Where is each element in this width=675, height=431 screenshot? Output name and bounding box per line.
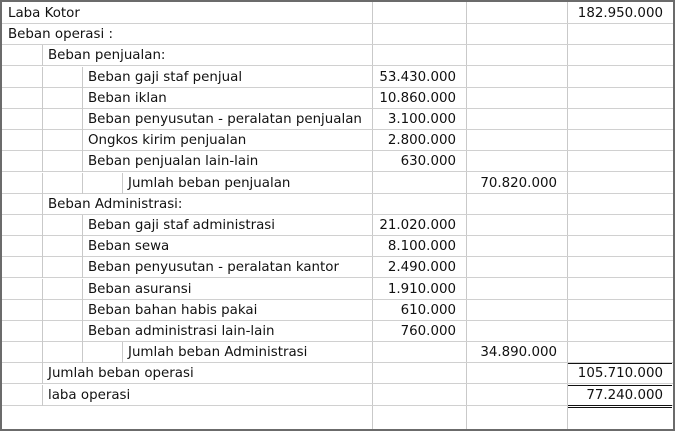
amount-cell-col1: 610.000	[400, 302, 456, 318]
amount-cell-col1: 10.860.000	[379, 90, 456, 106]
statement-row	[2, 363, 673, 384]
amount-cell-col3: 182.950.000	[577, 6, 663, 21]
statement-row	[2, 67, 673, 88]
row-label: Beban bahan habis pakai	[88, 302, 258, 318]
indent-gridline	[42, 88, 43, 109]
indent-gridline	[42, 279, 43, 300]
statement-row	[2, 109, 673, 130]
amount-cell-col1: 760.000	[400, 324, 456, 339]
indent-gridline	[42, 109, 43, 130]
indent-gridline	[42, 321, 43, 342]
indent-gridline	[42, 363, 43, 384]
amount-cell-col3: 77.240.000	[586, 387, 663, 403]
amount-cell-col1: 3.100.000	[387, 112, 456, 127]
amount-cell-col1: 21.020.000	[379, 218, 456, 233]
amount-cell-col1: 8.100.000	[387, 239, 456, 255]
indent-gridline	[82, 279, 83, 300]
row-label: Jumlah beban penjualan	[128, 175, 291, 191]
row-label: Beban penjualan lain-lain	[88, 154, 259, 170]
row-label: laba operasi	[48, 387, 131, 403]
statement-row	[2, 257, 673, 278]
statement-row	[2, 130, 673, 151]
amount-cell-col2: 34.890.000	[480, 345, 557, 361]
indent-gridline	[82, 88, 83, 109]
indent-gridline	[42, 300, 43, 321]
statement-row	[2, 173, 673, 194]
indent-gridline	[82, 130, 83, 151]
statement-row	[2, 321, 673, 342]
row-label: Beban penyusutan - peralatan kantor	[88, 260, 339, 276]
row-label: Beban iklan	[88, 90, 167, 106]
statement-row	[2, 279, 673, 300]
total-rule	[568, 385, 672, 386]
amount-cell-col1: 2.490.000	[387, 260, 456, 276]
indent-gridline	[82, 151, 83, 172]
indent-gridline	[42, 151, 43, 172]
statement-row	[2, 194, 673, 215]
row-label: Jumlah beban Administrasi	[128, 345, 308, 361]
indent-gridline	[42, 236, 43, 257]
indent-gridline	[42, 45, 43, 66]
indent-gridline	[42, 385, 43, 406]
statement-row	[2, 88, 673, 109]
statement-row	[2, 151, 673, 172]
row-label: Beban Administrasi:	[48, 196, 183, 212]
amount-cell-col1: 630.000	[400, 154, 456, 170]
amount-cell-col1: 2.800.000	[387, 133, 456, 149]
row-label: Beban administrasi lain-lain	[88, 324, 275, 339]
row-label: Beban gaji staf administrasi	[88, 218, 275, 233]
indent-gridline	[122, 342, 123, 363]
amount-cell-col1: 53.430.000	[379, 69, 456, 85]
indent-gridline	[82, 173, 83, 194]
row-label: Ongkos kirim penjualan	[88, 133, 247, 149]
statement-row	[2, 300, 673, 321]
indent-gridline	[42, 130, 43, 151]
row-label: Beban gaji staf penjual	[88, 69, 243, 85]
indent-gridline	[42, 215, 43, 236]
row-label: Beban sewa	[88, 239, 170, 255]
indent-gridline	[42, 342, 43, 363]
indent-gridline	[122, 173, 123, 194]
statement-row	[2, 342, 673, 363]
indent-gridline	[82, 257, 83, 278]
statement-row	[2, 215, 673, 236]
row-label: Beban penjualan:	[48, 48, 166, 64]
amount-cell-col1: 1.910.000	[387, 281, 456, 297]
total-rule	[568, 363, 672, 364]
statement-row	[2, 45, 673, 66]
row-label: Beban operasi :	[8, 27, 113, 43]
indent-gridline	[82, 300, 83, 321]
statement-row	[2, 3, 673, 24]
statement-row	[2, 24, 673, 45]
indent-gridline	[42, 67, 43, 88]
indent-gridline	[42, 257, 43, 278]
indent-gridline	[82, 236, 83, 257]
statement-row	[2, 236, 673, 257]
amount-cell-col3: 105.710.000	[577, 366, 663, 382]
row-label: Beban asuransi	[88, 281, 192, 297]
amount-cell-col2: 70.820.000	[480, 175, 557, 191]
statement-row	[2, 385, 673, 406]
row-label: Laba Kotor	[8, 6, 80, 21]
indent-gridline	[82, 109, 83, 130]
double-underline-top	[568, 405, 672, 406]
indent-gridline	[82, 342, 83, 363]
indent-gridline	[82, 321, 83, 342]
row-label: Beban penyusutan - peralatan penjualan	[88, 112, 362, 127]
indent-gridline	[42, 173, 43, 194]
row-label: Jumlah beban operasi	[48, 366, 194, 382]
double-underline-bottom	[568, 407, 672, 408]
indent-gridline	[82, 67, 83, 88]
indent-gridline	[82, 215, 83, 236]
indent-gridline	[42, 194, 43, 215]
